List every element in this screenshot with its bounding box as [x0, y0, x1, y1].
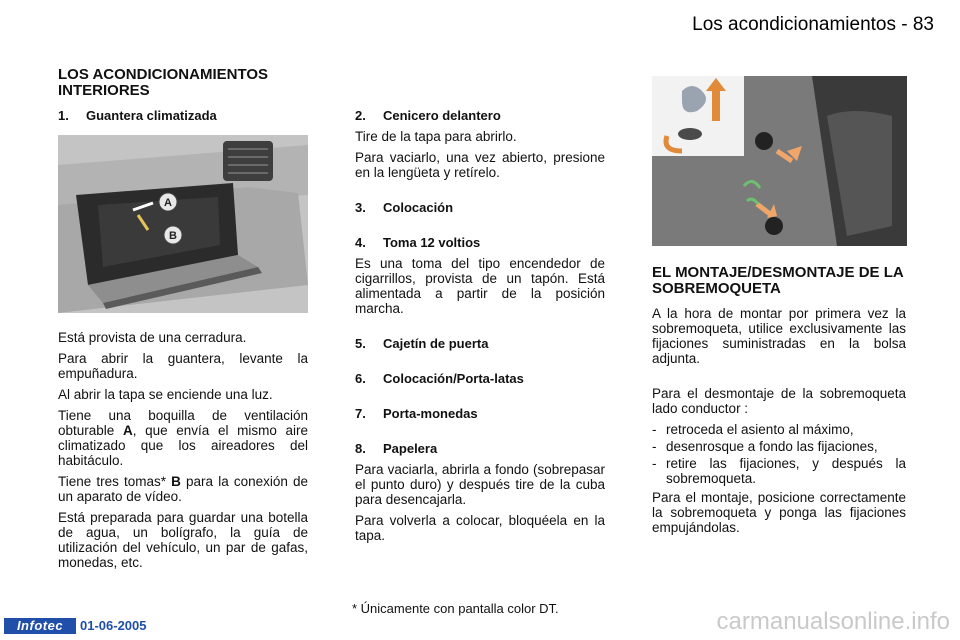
item-7-number: 7.: [355, 406, 366, 421]
item-2-heading: [355, 108, 605, 123]
sockets-text-a: Tiene tres tomas*: [58, 474, 172, 489]
list-item: - desenrosque a fondo las fijaciones,: [652, 439, 906, 454]
section-title-interiores: LOS ACONDICIONAMIENTOS INTERIORES: [58, 66, 269, 99]
sockets-label-b: B: [171, 474, 181, 489]
middle-column-text: [355, 108, 605, 549]
item-6-heading: [355, 371, 605, 386]
glovebox-storage-text: Está preparada para guardar una botella de agua, un bolígrafo, la guía de utilización del vehículo, un par de gafas, monedas, etc.: [58, 510, 308, 570]
item-5-heading: [355, 336, 605, 351]
photo-label-a: A: [164, 197, 172, 209]
glovebox-photo: [58, 135, 308, 313]
item-4-heading: [355, 235, 605, 250]
glovebox-sockets-text: [58, 474, 308, 504]
glovebox-lock-text: Está provista de una cerradura.: [58, 330, 247, 345]
item-1-heading: [58, 108, 217, 123]
item-5-title: Cajetín de puerta: [383, 336, 489, 351]
photo-label-b: B: [169, 230, 177, 242]
item-1-title: Guantera climatizada: [86, 108, 217, 123]
floor-mat-fit-text: A la hora de montar por primera vez la sobremoqueta, utilice exclusivamente las fijaciones suministradas en la bolsa adjunta.: [652, 306, 906, 366]
list-item: - retroceda el asiento al máximo,: [652, 422, 906, 437]
item-6-number: 6.: [355, 371, 366, 386]
item-8-number: 8.: [355, 441, 366, 456]
glovebox-open-text: Para abrir la guantera, levante la empuñadura.: [58, 351, 308, 381]
glovebox-vent-text: [58, 408, 308, 468]
item-3-title: Colocación: [383, 200, 454, 215]
floor-mat-illustration: [652, 76, 907, 246]
item-4-number: 4.: [355, 235, 366, 250]
list-item: - retire las fijaciones, y después la sobremoqueta.: [652, 456, 906, 486]
sockets-text-c: para la conexión de un aparato de vídeo.: [58, 474, 308, 504]
floor-mat-remove-intro: Para el desmontaje de la sobremoqueta lado conductor :: [652, 386, 906, 416]
page-header: Los acondicionamientos - 83: [692, 14, 934, 35]
item-4-title: Toma 12 voltios: [383, 235, 481, 250]
item-1-number: 1.: [58, 108, 69, 123]
item-2-number: 2.: [355, 108, 366, 123]
right-column-text: [652, 306, 906, 541]
item-8-title: Papelera: [383, 441, 438, 456]
glovebox-illustration: [58, 135, 308, 313]
item-6-title: Colocación/Porta-latas: [383, 371, 524, 386]
item-4-text: Es una toma del tipo encendedor de cigarrillos, provista de un tapón. Está alimentada a partir de la posición marcha.: [355, 256, 605, 316]
item-2-text-1: Tire de la tapa para abrirlo.: [355, 129, 517, 144]
floor-mat-remove-steps: [652, 422, 906, 486]
glovebox-light-text: Al abrir la tapa se enciende una luz.: [58, 387, 273, 402]
item-8-text-1: Para vaciarla, abrirla a fondo (sobrepasar el punto duro) y después tire de la cuba para desencajarla.: [355, 462, 605, 507]
item-7-heading: [355, 406, 605, 421]
vent-text-a: Tiene una boquilla de ventilación obturable: [58, 408, 308, 438]
left-column-text: [58, 330, 308, 576]
footnote: * Únicamente con pantalla color DT.: [352, 601, 559, 616]
watermark: carmanualsonline.info: [716, 608, 950, 635]
footer-date: 01-06-2005: [80, 618, 147, 633]
section-title-sobremoqueta: EL MONTAJE/DESMONTAJE DE LA SOBREMOQUETA: [652, 264, 904, 297]
item-8-text-2: Para volverla a colocar, bloquéela en la tapa.: [355, 513, 605, 543]
floor-mat-photo: [652, 76, 907, 246]
floor-mat-install-text: Para el montaje, posicione correctamente la sobremoqueta y ponga las fijaciones empujándolas.: [652, 490, 906, 535]
vent-label-a: A: [122, 423, 133, 438]
item-2-title: Cenicero delantero: [383, 108, 501, 123]
item-8-heading: [355, 441, 605, 456]
item-3-number: 3.: [355, 200, 366, 215]
vent-text-c: , que envía el mismo aire climatizado que los aireadores del habitáculo.: [58, 423, 309, 468]
infotec-logo: Infotec: [4, 618, 76, 634]
item-3-heading: [355, 200, 605, 215]
item-7-title: Porta-monedas: [383, 406, 478, 421]
item-2-text-2: Para vaciarlo, una vez abierto, presione en la lengüeta y retírelo.: [355, 150, 605, 180]
item-5-number: 5.: [355, 336, 366, 351]
